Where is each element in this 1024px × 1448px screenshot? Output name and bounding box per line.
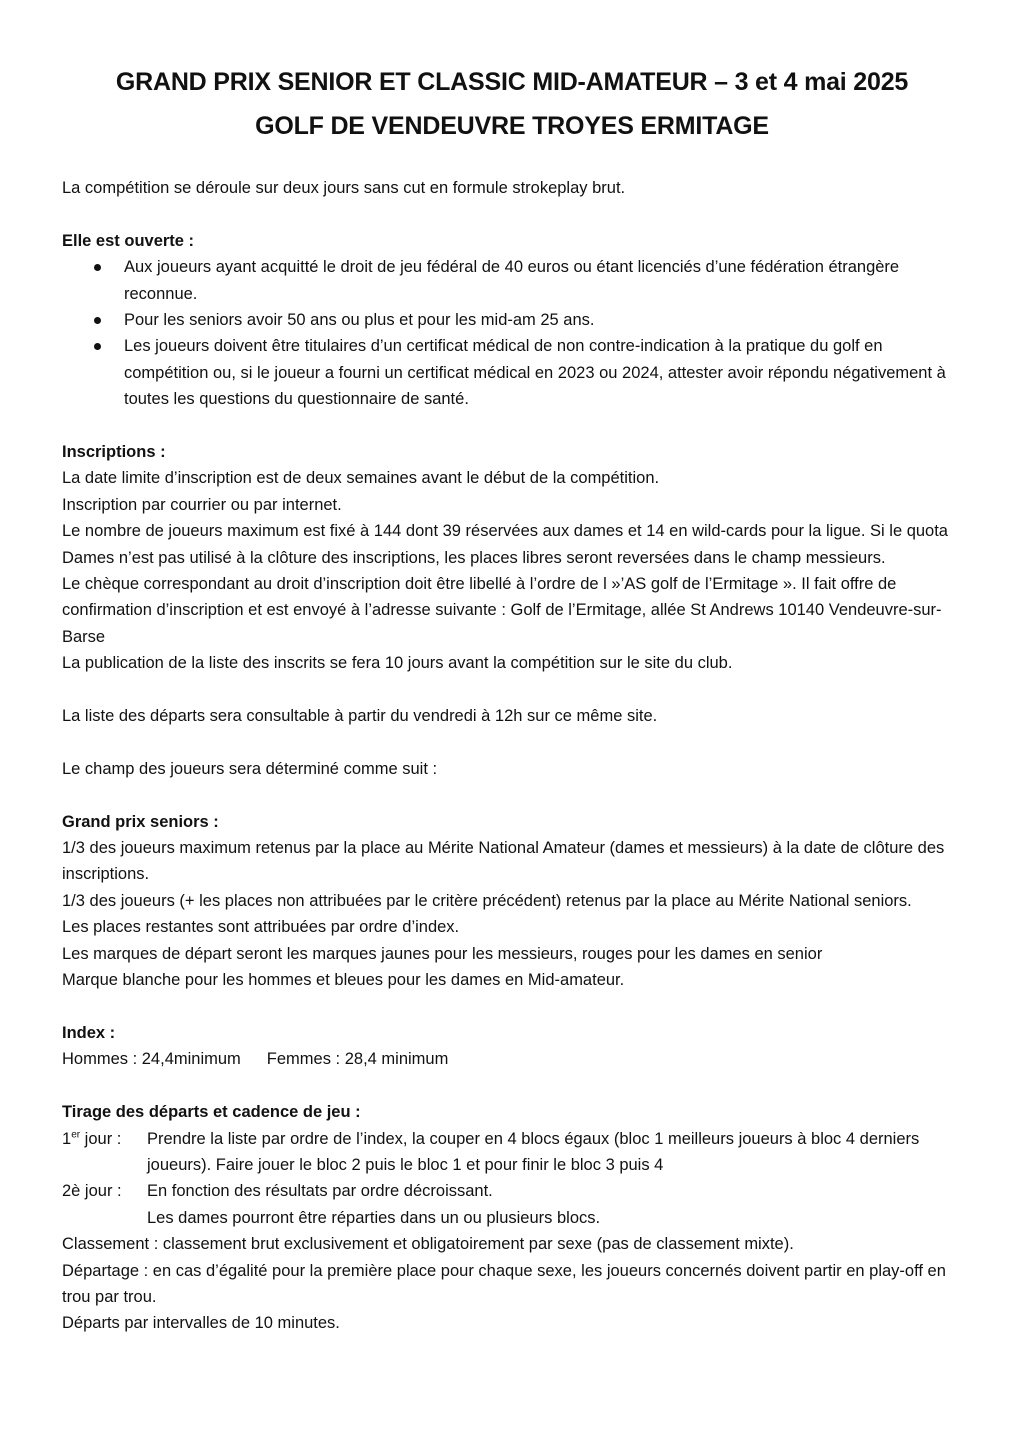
- bullet-icon: [94, 264, 101, 271]
- index-femmes: Femmes : 28,4 minimum: [266, 1050, 449, 1069]
- index-hommes: Hommes : 24,4minimum: [62, 1050, 241, 1069]
- list-item: [62, 307, 967, 333]
- departage-paragraph: Départage : en cas d’égalité pour la première place pour chaque sexe, les joueurs concernés doivent partir en play-off en trou par trou.: [62, 1261, 946, 1306]
- day2-label: 2è jour :: [62, 1182, 122, 1201]
- day1-row: [62, 1126, 967, 1179]
- day1-label: 1er jour :: [62, 1129, 122, 1148]
- day2-text: En fonction des résultats par ordre décroissant.: [147, 1182, 493, 1201]
- list-item: [62, 333, 967, 412]
- day2-row: [62, 1178, 967, 1204]
- inscriptions-heading: Inscriptions :: [62, 443, 166, 462]
- day1-text: Prendre la liste par ordre de l’index, la couper en 4 blocs égaux (bloc 1 meilleurs joueurs à bloc 4 derniers joueurs). Faire jouer le bloc 2 puis le bloc 1 et pour finir le bloc 3 puis 4: [147, 1129, 920, 1174]
- list-item-text: Les joueurs doivent être titulaires d’un certificat médical de non contre-indication à la pratique du golf en compétition ou, si le joueur a fourni un certificat médical en 2023 ou 2024, attester avoir répondu négativement à toutes les questions du questionnaire de santé.: [124, 337, 946, 409]
- classement-paragraph: Classement : classement brut exclusivement et obligatoirement par sexe (pas de classement mixte).: [62, 1235, 794, 1254]
- inscriptions-line: Inscription par courrier ou par internet.: [62, 495, 342, 514]
- inscriptions-line: La date limite d’inscription est de deux semaines avant le début de la compétition.: [62, 469, 660, 488]
- grand-prix-line: Les marques de départ seront les marques jaunes pour les messieurs, rouges pour les dames en senior: [62, 944, 823, 963]
- list-item-text: Aux joueurs ayant acquitté le droit de jeu fédéral de 40 euros ou étant licenciés d’une fédération étrangère reconnue.: [124, 258, 900, 303]
- grand-prix-heading: Grand prix seniors :: [62, 812, 219, 831]
- inscriptions-line: Le nombre de joueurs maximum est fixé à 144 dont 39 réservées aux dames et 14 en wild-cards pour la ligue. Si le quota Dames n’est pas utilisé à la clôture des inscriptions, les places libres seront reversées dans le champ messieurs.: [62, 522, 948, 567]
- page-title: GRAND PRIX SENIOR ET CLASSIC MID-AMATEUR – 3 et 4 mai 2025: [115, 68, 909, 96]
- bullet-icon: [94, 317, 101, 324]
- eligibility-list: [62, 254, 967, 412]
- intervalles-paragraph: Départs par intervalles de 10 minutes.: [62, 1314, 340, 1333]
- grand-prix-line: Marque blanche pour les hommes et bleues pour les dames en Mid-amateur.: [62, 971, 625, 990]
- champ-paragraph: Le champ des joueurs sera déterminé comme suit :: [62, 759, 438, 778]
- document-body: [62, 175, 967, 1337]
- bullet-icon: [94, 343, 101, 350]
- tirage-heading: Tirage des départs et cadence de jeu :: [62, 1103, 361, 1122]
- index-values: [62, 1046, 967, 1072]
- grand-prix-line: 1/3 des joueurs maximum retenus par la place au Mérite National Amateur (dames et messieurs) à la date de clôture des inscriptions.: [62, 839, 945, 884]
- intro-paragraph: La compétition se déroule sur deux jours sans cut en formule strokeplay brut.: [62, 179, 626, 197]
- grand-prix-line: 1/3 des joueurs (+ les places non attribuées par le critère précédent) retenus par la place au Mérite National seniors.: [62, 891, 912, 910]
- inscriptions-line: La publication de la liste des inscrits se fera 10 jours avant la compétition sur le site du club.: [62, 654, 733, 673]
- grand-prix-line: Les places restantes sont attribuées par ordre d’index.: [62, 918, 460, 937]
- departs-paragraph: La liste des départs sera consultable à partir du vendredi à 12h sur ce même site.: [62, 707, 658, 726]
- eligibility-heading: Elle est ouverte :: [62, 231, 195, 250]
- list-item: [62, 254, 967, 307]
- day2-text-continued: Les dames pourront être réparties dans un ou plusieurs blocs.: [147, 1208, 601, 1227]
- list-item-text: Pour les seniors avoir 50 ans ou plus et pour les mid-am 25 ans.: [124, 311, 595, 330]
- index-heading: Index :: [62, 1023, 116, 1042]
- page-subtitle: GOLF DE VENDEUVRE TROYES ERMITAGE: [255, 112, 769, 140]
- inscriptions-line: Le chèque correspondant au droit d’inscription doit être libellé à l’ordre de l »’AS golf de l’Ermitage ». Il fait offre de confirmation d’inscription et est envoyé à l’adresse suivante : Golf de l’Ermitage, allée St Andrews 10140 Vendeuvre-sur-Barse: [62, 575, 942, 646]
